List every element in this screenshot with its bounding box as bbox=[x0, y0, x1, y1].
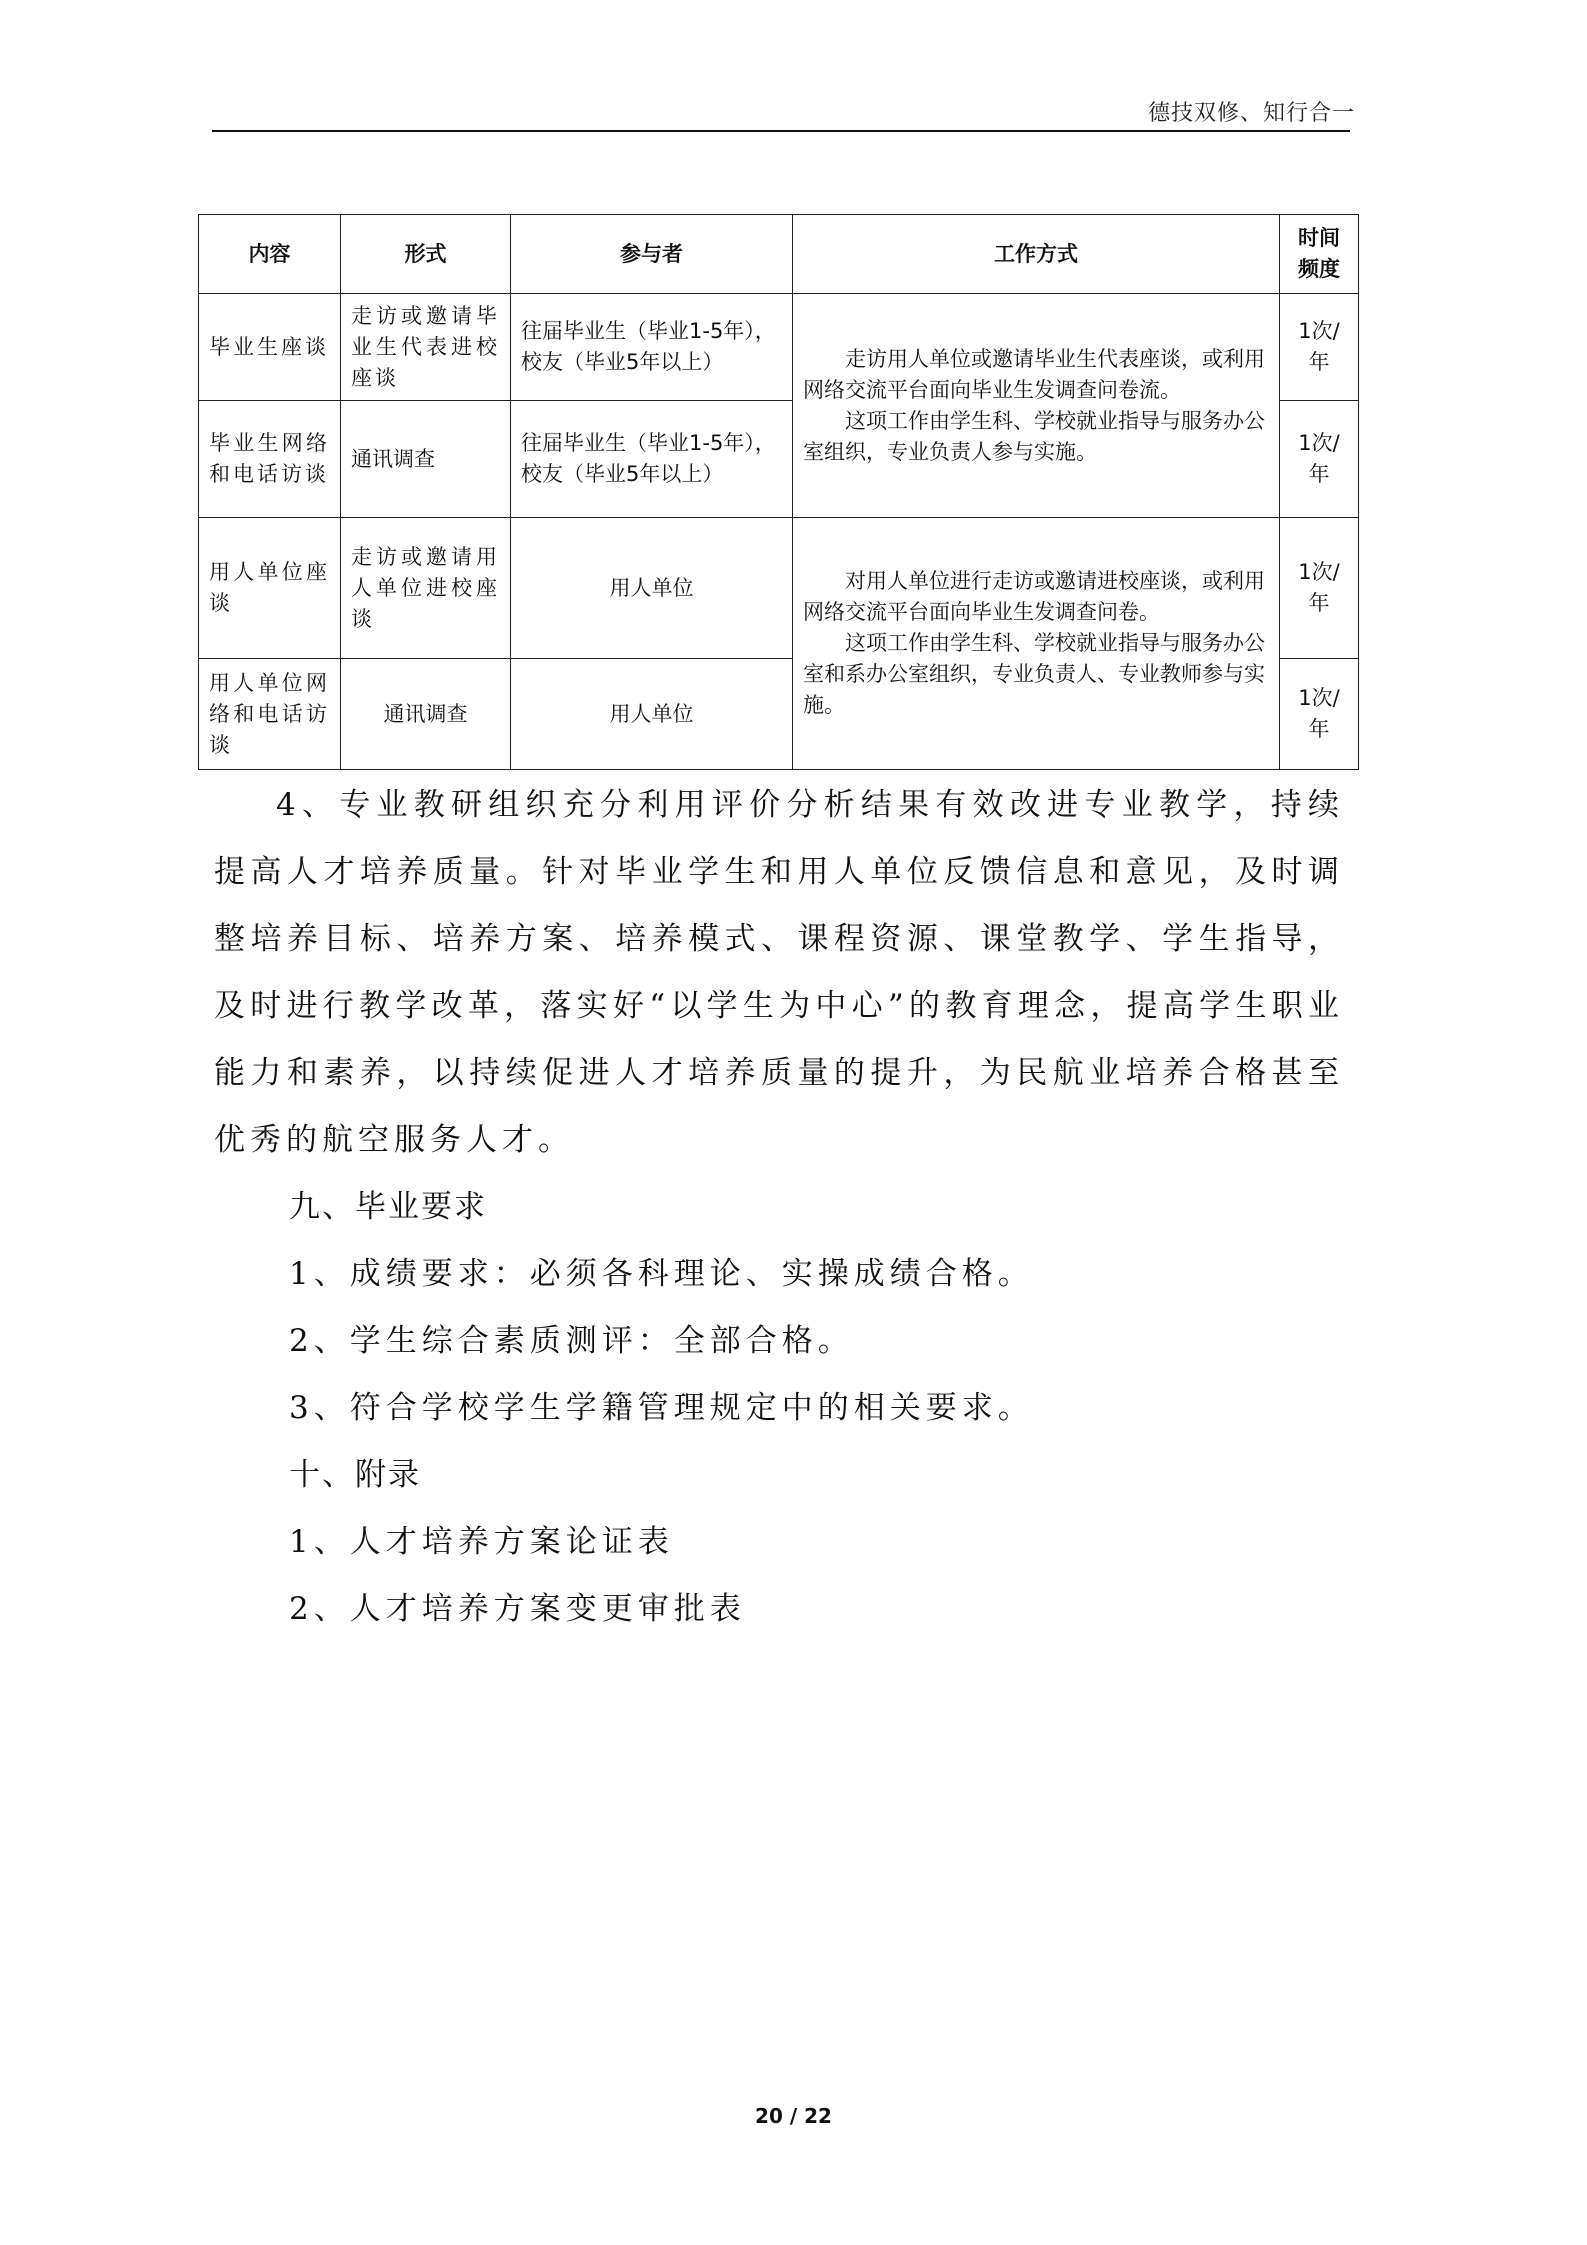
cell-method bbox=[793, 518, 1280, 770]
cell-form: 通讯调查 bbox=[341, 401, 511, 518]
method-paragraph: 对用人单位进行走访或邀请进校座谈，或利用网络交流平台面向毕业生发调查问卷。 bbox=[803, 569, 1265, 624]
cell-content: 用人单位网络和电话访谈 bbox=[199, 659, 341, 770]
cell-method bbox=[793, 294, 1280, 518]
table-row bbox=[199, 518, 1359, 659]
cell-frequency: 1次/年 bbox=[1280, 659, 1359, 770]
cell-form: 走访或邀请毕业生代表进校座谈 bbox=[341, 294, 511, 401]
list-item: 1、成绩要求：必须各科理论、实操成绩合格。 bbox=[289, 1256, 1034, 1292]
list-item: 1、人才培养方案论证表 bbox=[289, 1524, 674, 1560]
cell-participants: 往届毕业生（毕业1-5年），校友（毕业5年以上） bbox=[511, 294, 793, 401]
cell-participants: 往届毕业生（毕业1-5年），校友（毕业5年以上） bbox=[511, 401, 793, 518]
paragraph-improve-teaching: 4、专业教研组织充分利用评价分析结果有效改进专业教学，持续提高人才培养质量。针对毕业学生和用人单位反馈信息和意见，及时调整培养目标、培养方案、培养模式、课程资源、课堂教学、学生指导，及时进行教学改革，落实好“以学生为中心”的教育理念，提高学生职业能力和素养，以持续促进人才培养质量的提升，为民航业培养合格甚至优秀的航空服务人才。 bbox=[214, 787, 1344, 1158]
body-text bbox=[214, 772, 1344, 1643]
header-frequency bbox=[1280, 215, 1359, 294]
table-header-row bbox=[199, 215, 1359, 294]
section-heading-graduation: 九、毕业要求 bbox=[289, 1189, 487, 1225]
cell-form: 通讯调查 bbox=[341, 659, 511, 770]
cell-frequency: 1次/年 bbox=[1280, 401, 1359, 518]
header-rule bbox=[212, 130, 1350, 132]
cell-form: 走访或邀请用人单位进校座谈 bbox=[341, 518, 511, 659]
method-paragraph: 走访用人单位或邀请毕业生代表座谈，或利用网络交流平台面向毕业生发调查问卷流。 bbox=[803, 346, 1265, 402]
method-paragraph: 这项工作由学生科、学校就业指导与服务办公室和系办公室组织，专业负责人、专业教师参与实施。 bbox=[803, 631, 1265, 717]
header-method: 工作方式 bbox=[793, 215, 1280, 294]
cell-frequency: 1次/年 bbox=[1280, 518, 1359, 659]
cell-participants: 用人单位 bbox=[511, 518, 793, 659]
cell-content: 毕业生网络和电话访谈 bbox=[199, 401, 341, 518]
section-heading-appendix: 十、附录 bbox=[289, 1457, 421, 1493]
header-motto: 德技双修、知行合一 bbox=[1147, 101, 1355, 126]
list-item: 2、人才培养方案变更审批表 bbox=[289, 1591, 746, 1627]
list-item: 3、符合学校学生学籍管理规定中的相关要求。 bbox=[289, 1390, 1034, 1426]
header-form: 形式 bbox=[341, 215, 511, 294]
evaluation-table bbox=[198, 214, 1359, 770]
header-content: 内容 bbox=[199, 215, 341, 294]
header-frequency-line2: 频度 bbox=[1298, 257, 1340, 281]
page-number: 20 / 22 bbox=[755, 2104, 832, 2128]
method-paragraph: 这项工作由学生科、学校就业指导与服务办公室组织，专业负责人参与实施。 bbox=[803, 408, 1265, 464]
cell-content: 用人单位座谈 bbox=[199, 518, 341, 659]
cell-participants: 用人单位 bbox=[511, 659, 793, 770]
header-participants: 参与者 bbox=[511, 215, 793, 294]
list-item: 2、学生综合素质测评：全部合格。 bbox=[289, 1323, 854, 1359]
table-row bbox=[199, 294, 1359, 401]
header-frequency-line1: 时间 bbox=[1298, 226, 1340, 250]
cell-frequency: 1次/年 bbox=[1280, 294, 1359, 401]
cell-content: 毕业生座谈 bbox=[199, 294, 341, 401]
